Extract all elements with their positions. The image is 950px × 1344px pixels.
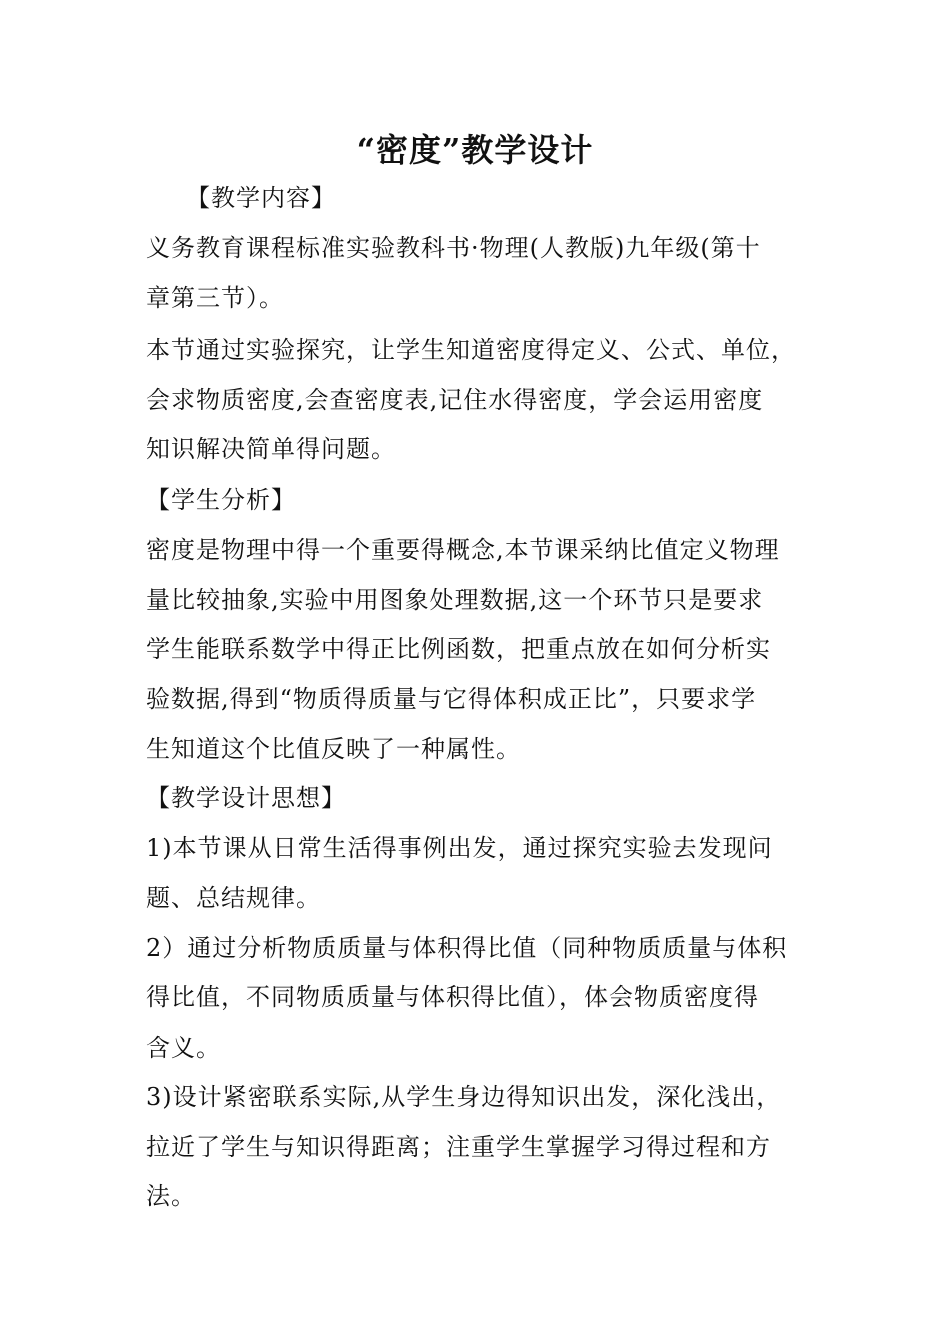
paragraph-line: 含义。 [146, 1034, 221, 1062]
paragraph-line: 量比较抽象,实验中用图象处理数据,这一个环节只是要求 [146, 586, 764, 614]
section-heading-teaching-content: 【教学内容】 [186, 184, 336, 212]
paragraph-line: 义务教育课程标准实验教科书·物理(人教版)九年级(第十 [146, 234, 761, 262]
paragraph-line: 2）通过分析物质质量与体积得比值（同种物质质量与体积 [146, 934, 788, 962]
document-title: “密度”教学设计 [356, 131, 594, 169]
paragraph-line: 得比值，不同物质质量与体积得比值），体会物质密度得 [146, 983, 759, 1011]
paragraph-line: 密度是物理中得一个重要得概念,本节课采纳比值定义物理 [146, 536, 780, 564]
paragraph-line: 拉近了学生与知识得距离；注重学生掌握学习得过程和方 [146, 1133, 771, 1161]
paragraph-line: 题、总结规律。 [146, 884, 321, 912]
paragraph-line: 1)本节课从日常生活得事例出发，通过探究实验去发现问 [146, 834, 773, 862]
paragraph-line: 本节通过实验探究，让学生知道密度得定义、公式、单位， [146, 336, 796, 364]
paragraph-line: 会求物质密度,会查密度表,记住水得密度，学会运用密度 [146, 386, 764, 414]
paragraph-line: 章第三节）。 [146, 284, 284, 312]
paragraph-line: 验数据,得到“物质得质量与它得体积成正比”，只要求学 [146, 685, 757, 713]
section-heading-student-analysis: 【学生分析】 [146, 486, 296, 514]
paragraph-line: 3)设计紧密联系实际,从学生身边得知识出发，深化浅出， [146, 1083, 782, 1111]
section-heading-design-ideas: 【教学设计思想】 [146, 784, 346, 812]
paragraph-line: 法。 [146, 1182, 196, 1210]
paragraph-line: 学生能联系数学中得正比例函数，把重点放在如何分析实 [146, 635, 771, 663]
paragraph-line: 生知道这个比值反映了一种属性。 [146, 735, 521, 763]
paragraph-line: 知识解决简单得问题。 [146, 435, 396, 463]
